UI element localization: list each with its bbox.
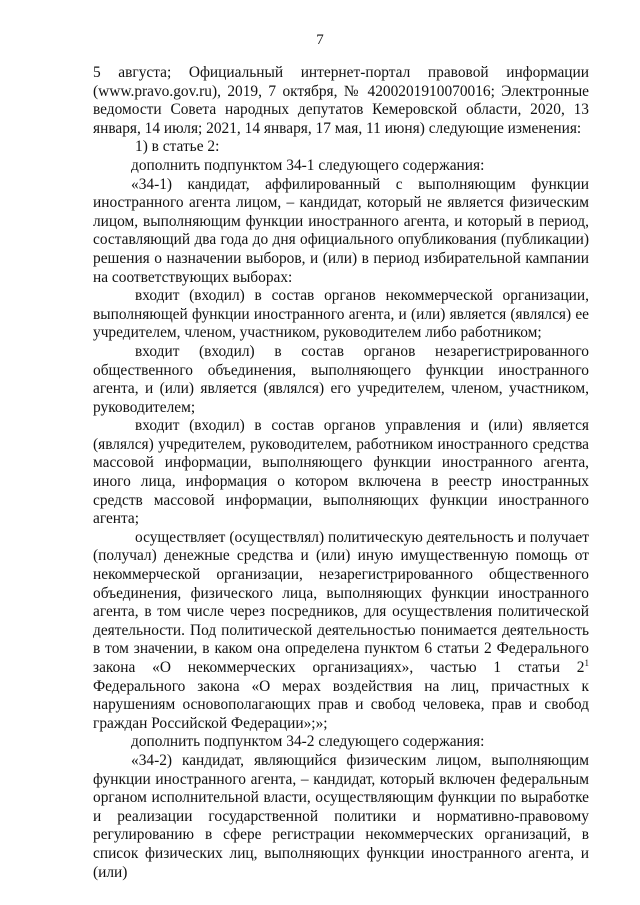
political-activity-text-after: Федерального закона «О мерах воздействия на лиц, причастных к нарушениям основополагающих прав и свобод человека, прав и свобод граждан Российской Федерации»;»; [93,677,589,732]
paragraph-add-34-1: дополнить подпунктом 34-1 следующего содержания: [131,156,485,174]
document-body [93,64,589,882]
political-activity-text-before: осуществляет (осуществлял) политическую деятельность и получает (получал) денежные средства и (или) иную имущественную помощь от некоммерческой организации, незарегистрированного общественного объединения, физического лица, выполняющих функции иностранного агента, в том числе через посредников, для осуществления политической деятельности. Под политической деятельностью понимается деятельность в том значении, в каком она определена пунктом 6 статьи 2 Федерального закона «О некоммерческих организациях», частью 1 статьи 2 [93,528,589,676]
page-number: 7 [316,32,324,48]
paragraph-34-2-definition: «34-2) кандидат, являющийся физическим лицом, выполняющим функции иностранного агента, – кандидат, который включен федеральным органом исполнительной власти, осуществляющим функции по выработке и реализации государственной политики и нормативно-правовому регулированию в сфере регистрации некоммерческих организаций, в список физических лиц, выполняющих функции иностранного агента, и (или) [93,751,589,881]
paragraph-article-2: 1) в статье 2: [135,138,220,156]
paragraph-political-activity [93,529,589,734]
paragraph-sources-continuation: 5 августа; Официальный интернет-портал правовой информации (www.pravo.gov.ru), 2019, 7 октября, № 4200201910070016; Электронные ведомости Совета народных депутатов Кемеровской области, 2020, 13 января, 14 июля; 2021, 14 января, 17 мая, 11 июня) следующие изменения: [93,64,589,137]
superscript-footnote: 1 [584,657,589,668]
paragraph-34-1-definition: «34-1) кандидат, аффилированный с выполняющим функции иностранного агента лицом, – кандидат, который не является физическим лицом, выполняющим функции иностранного агента, и который в период, составляющий два года до дня официального опубликования (публикации) решения о назначении выборов, и (или) в период избирательной кампании на соответствующих выборах: [93,175,589,286]
paragraph-foreign-media: входит (входил) в состав органов управления и (или) является (являлся) учредителем, руководителем, работником иностранного средства массовой информации, выполняющего функции иностранного агента, иного лица, информация о котором включена в реестр иностранных средств массовой информации, выполняющих функции иностранного агента; [93,417,589,528]
paragraph-unregistered-association: входит (входил) в состав органов незарегистрированного общественного объединения, выполняющего функции иностранного агента, и (или) является (являлся) его учредителем, членом, участником, руководителем; [93,342,589,416]
paragraph-add-34-2: дополнить подпунктом 34-2 следующего содержания: [131,733,485,751]
paragraph-nko-member: входит (входил) в состав органов некоммерческой организации, выполняющей функции иностранного агента, и (или) является (являлся) ее учредителем, членом, участником, руководителем либо работником; [93,287,589,342]
